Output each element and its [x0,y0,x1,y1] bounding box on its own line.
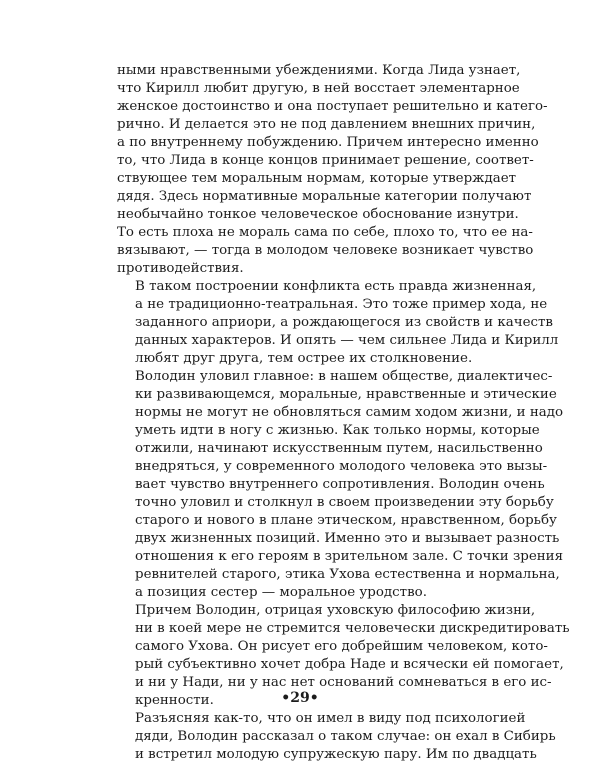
text-line: заданного априори, а рождающегося из свойств и качеств [135,315,553,330]
text-line: а по внутреннему побуждению. Причем интересно именно [117,135,539,150]
body-text [117,62,570,764]
text-line: необычайно тонкое человеческое обоснование изнутри. [117,207,519,222]
paragraph [117,710,556,764]
text-line: уметь идти в ногу с жизнью. Как только нормы, которые [135,423,540,438]
text-line: то, что Лида в конце концов принимает решение, соответ- [117,153,534,168]
text-line: ными нравственными убеждениями. Когда Лида узнает, [117,63,521,78]
text-line: старого и нового в плане этическом, нравственном, борьбу [135,513,557,528]
text-line: любят друг друга, тем острее их столкновение. [135,351,473,366]
text-line: ки развивающемся, моральные, нравственные и этические [135,387,557,402]
text-line: Володин уловил главное: в нашем обществе, диалектичес- [135,369,553,384]
text-line: Разъясняя как-то, что он имел в виду под психологией [135,711,526,726]
text-line: женское достоинство и она поступает решительно и катего- [117,99,548,114]
text-line: точно уловил и столкнул в своем произведении эту борьбу [135,495,554,510]
text-line: вязывают, — тогда в молодом человеке возникает чувство [117,243,534,258]
text-line: дяди, Володин рассказал о таком случае: он ехал в Сибирь [135,729,556,744]
text-line: ревнителей старого, этика Ухова естественна и нормальна, [135,567,560,582]
text-line: То есть плоха не мораль сама по себе, плохо то, что ее на- [117,225,533,240]
text-line: Причем Володин, отрицая уховскую философию жизни, [135,603,536,618]
text-line: самого Ухова. Он рисует его добрейшим человеком, кото- [135,639,548,654]
paragraph [117,368,564,602]
paragraph [117,278,559,368]
text-line: ствующее тем моральным нормам, которые утверждает [117,171,517,186]
text-line: нормы не могут не обновляться самим ходом жизни, и надо [135,405,564,420]
text-line: двух жизненных позиций. Именно это и вызывает разность [135,531,560,546]
text-line: вает чувство внутреннего сопротивления. Володин очень [135,477,545,492]
text-line: и ни у Нади, ни у нас нет оснований сомневаться в его ис- [135,675,552,690]
text-line: и встретил молодую супружескую пару. Им по двадцать [135,747,537,762]
text-line: а позиция сестер — моральное уродство. [135,585,427,600]
text-line: рично. И делается это не под давлением внешних причин, [117,117,536,132]
page-number: •29• [281,690,319,706]
text-line: данных характеров. И опять — чем сильнее Лида и Кирилл [135,333,559,348]
text-line: ни в коей мере не стремится человечески дискредитировать [135,621,570,636]
text-line: внедряться, у современного молодого человека это вызы- [135,459,548,474]
text-line: а не традиционно-театральная. Это тоже пример хода, не [135,297,548,312]
text-line: что Кирилл любит другую, в ней восстает элементарное [117,81,520,96]
text-line: противодействия. [117,261,244,276]
paragraph [117,62,548,278]
text-line: кренности. [135,693,214,708]
text-line: отношения к его героям в зрительном зале. С точки зрения [135,549,564,564]
text-line: отжили, начинают искусственным путем, насильственно [135,441,543,456]
text-line: дядя. Здесь нормативные моральные категории получают [117,189,532,204]
text-line: В таком построении конфликта есть правда жизненная, [135,279,537,294]
text-line: рый субъективно хочет добра Наде и всячески ей помогает, [135,657,564,672]
